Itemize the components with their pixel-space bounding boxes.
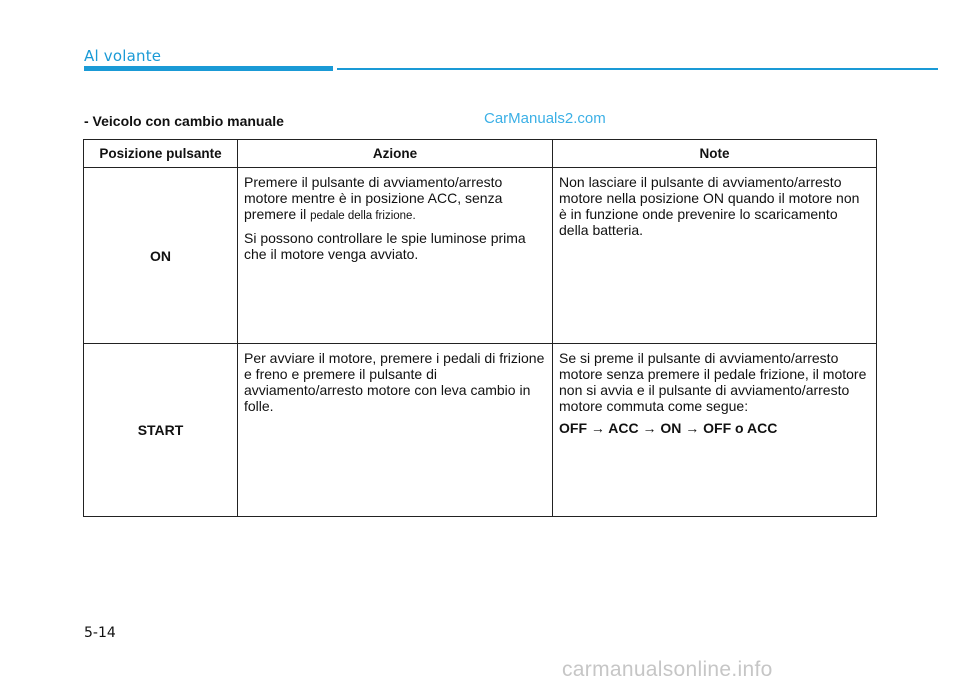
arrow-right-icon: → bbox=[685, 420, 700, 436]
action-text-small: pedale della frizione bbox=[310, 210, 413, 222]
action-text-end: . bbox=[412, 210, 416, 222]
arrow-right-icon: → bbox=[642, 420, 657, 436]
header-accent-bar bbox=[84, 66, 333, 71]
button-position-table bbox=[83, 139, 877, 517]
mode-sequence bbox=[559, 420, 870, 436]
sequence-step: OFF bbox=[559, 420, 587, 436]
table-row bbox=[84, 344, 877, 517]
note-text: Se si preme il pulsante di avviamento/arresto motore senza premere il pedale frizione, il motore non si avvia e il pulsante di avviamento/arresto motore commuta come segue: bbox=[559, 350, 867, 414]
table-header-row bbox=[84, 140, 877, 168]
action-cell bbox=[238, 344, 553, 517]
position-start: START bbox=[84, 344, 238, 517]
page-number: 5-14 bbox=[84, 625, 116, 641]
note-cell bbox=[553, 168, 877, 344]
header-action: Azione bbox=[238, 140, 553, 168]
action-text bbox=[244, 174, 546, 224]
subsection-title: - Veicolo con cambio manuale bbox=[84, 113, 284, 129]
table-row bbox=[84, 168, 877, 344]
header-note: Note bbox=[553, 140, 877, 168]
note-cell bbox=[553, 344, 877, 517]
action-text-main: Premere il pulsante di avviamento/arresto motore mentre è in posizione ACC, senza premere il bbox=[244, 174, 503, 222]
section-title: Al volante bbox=[84, 47, 162, 65]
arrow-right-icon: → bbox=[590, 420, 605, 436]
note-text: Non lasciare il pulsante di avviamento/arresto motore nella posizione ON quando il motore non è in funzione onde prevenire lo scaricamento della batteria. bbox=[559, 174, 860, 238]
action-text: Per avviare il motore, premere i pedali di frizione e freno e premere il pulsante di avviamento/arresto motore con leva cambio in folle. bbox=[244, 350, 545, 414]
watermark-bottom: carmanualsonline.info bbox=[562, 658, 773, 681]
sequence-step: ACC bbox=[608, 420, 639, 436]
position-on: ON bbox=[84, 168, 238, 344]
watermark-top: CarManuals2.com bbox=[484, 110, 606, 127]
action-cell bbox=[238, 168, 553, 344]
sequence-step: ON bbox=[660, 420, 682, 436]
sequence-step: OFF o ACC bbox=[703, 420, 778, 436]
action-text-2: Si possono controllare le spie luminose prima che il motore venga avviato. bbox=[244, 230, 526, 262]
header-rule bbox=[337, 68, 938, 70]
header-position: Posizione pulsante bbox=[84, 140, 238, 168]
